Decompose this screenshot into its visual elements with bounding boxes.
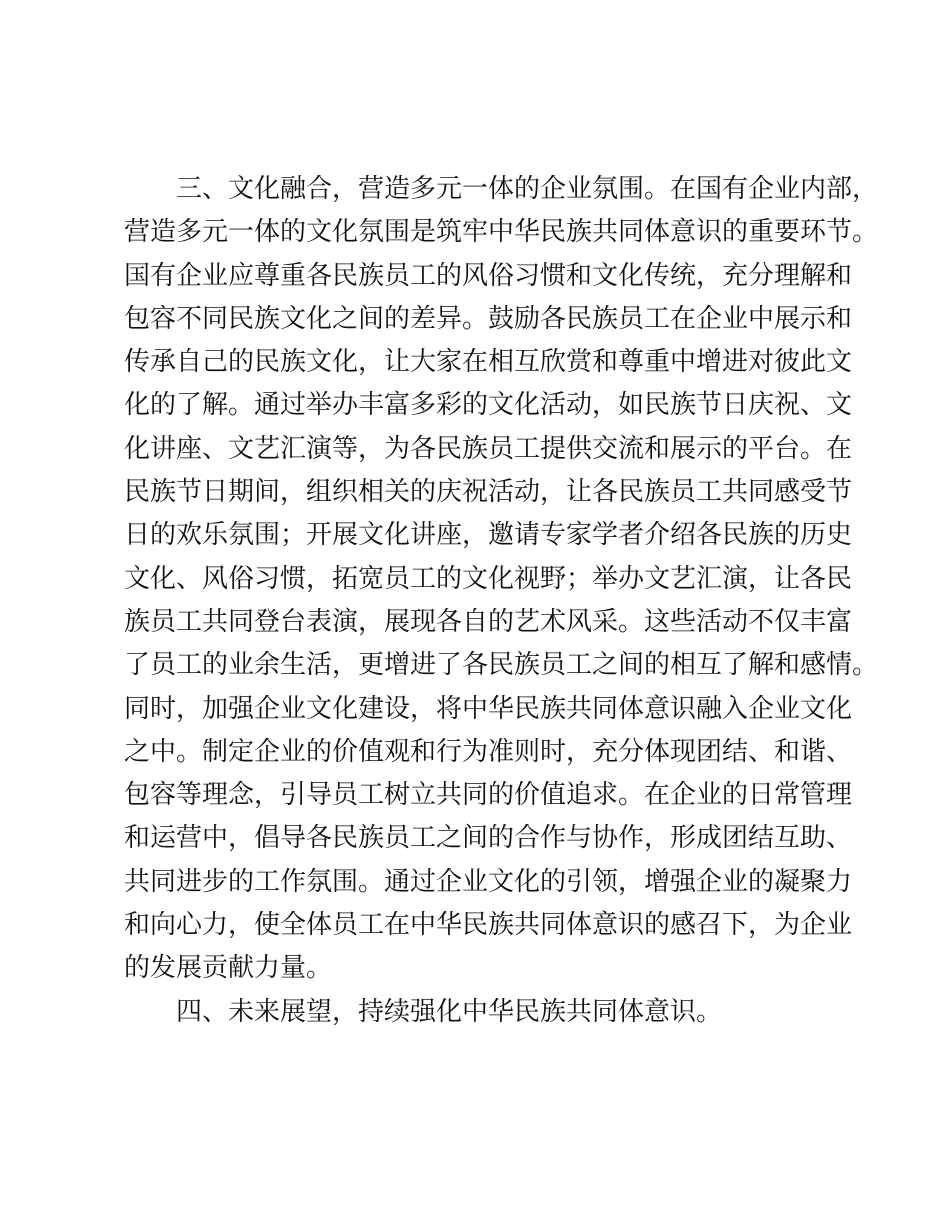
paragraph-1-line: 包容不同民族文化之间的差异。鼓励各民族员工在企业中展示和: [124, 303, 853, 334]
paragraph-1-line: 族员工共同登台表演，展现各自的艺术风采。这些活动不仅丰富: [124, 606, 853, 637]
paragraph-1-line: 国有企业应尊重各民族员工的风俗习惯和文化传统，充分理解和: [124, 260, 853, 291]
section-4-heading: 四、未来展望，持续强化中华民族共同体意识。: [176, 996, 723, 1027]
paragraph-1-line: 营造多元一体的文化氛围是筑牢中华民族共同体意识的重要环节。: [124, 217, 879, 248]
paragraph-1-line: 民族节日期间，组织相关的庆祝活动，让各民族员工共同感受节: [124, 477, 853, 508]
paragraph-1-line: 共同进步的工作氛围。通过企业文化的引领，增强企业的凝聚力: [124, 866, 853, 897]
paragraph-1-line: 和向心力，使全体员工在中华民族共同体意识的感召下，为企业: [124, 910, 853, 941]
body-text: [124, 168, 879, 1034]
paragraph-1-line: 日的欢乐氛围；开展文化讲座，邀请专家学者介绍各民族的历史: [124, 520, 853, 551]
paragraph-1-line: 之中。制定企业的价值观和行为准则时，充分体现团结、和谐、: [124, 736, 853, 767]
paragraph-1-line: 包容等理念，引导员工树立共同的价值追求。在企业的日常管理: [124, 780, 853, 811]
paragraph-1-line: 和运营中，倡导各民族员工之间的合作与协作，形成团结互助、: [124, 823, 853, 854]
paragraph-1-line: 的发展贡献力量。: [124, 953, 333, 984]
paragraph-1-line: 同时，加强企业文化建设，将中华民族共同体意识融入企业文化: [124, 693, 853, 724]
paragraph-1-line: 化的了解。通过举办丰富多彩的文化活动，如民族节日庆祝、文: [124, 390, 853, 421]
paragraph-1-line: 三、文化融合，营造多元一体的企业氛围。在国有企业内部，: [176, 174, 879, 204]
paragraph-1-line: 文化、风俗习惯，拓宽员工的文化视野；举办文艺汇演，让各民: [124, 563, 853, 594]
paragraph-1-line: 了员工的业余生活，更增进了各民族员工之间的相互了解和感情。: [124, 650, 879, 681]
paragraph-1-line: 化讲座、文艺汇演等，为各民族员工提供交流和展示的平台。在: [124, 433, 853, 464]
paragraph-1-line: 传承自己的民族文化，让大家在相互欣赏和尊重中增进对彼此文: [124, 347, 853, 378]
